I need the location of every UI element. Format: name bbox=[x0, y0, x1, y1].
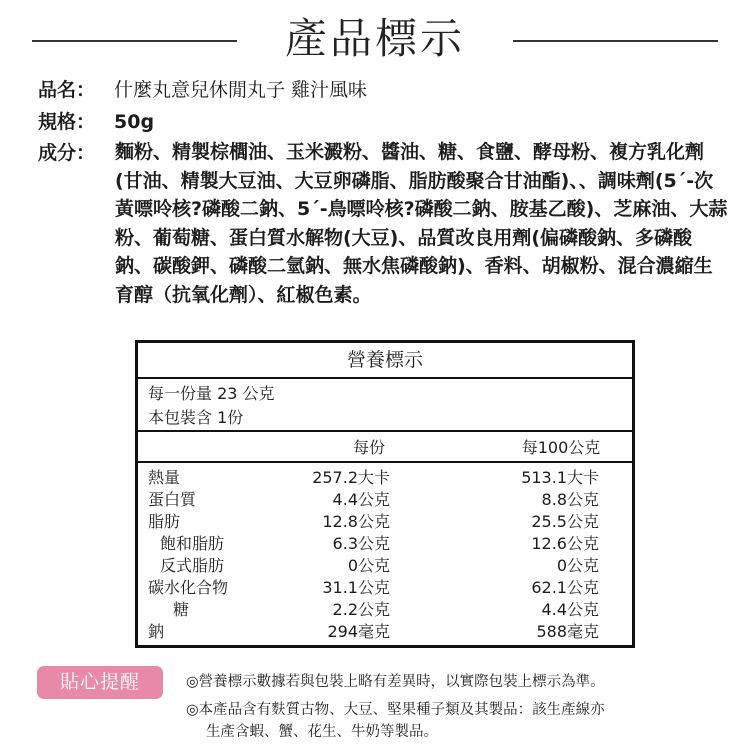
nutrient-per-100g: 513.1大卡 bbox=[521, 468, 599, 487]
nutrition-divider bbox=[138, 461, 632, 463]
col-header-per-100g: 每100公克 bbox=[521, 438, 601, 457]
tip-line: ◎營養標示數據若與包裝上略有差異時，以實際包裝上標示為準。 bbox=[186, 674, 605, 690]
product-name-label: 品名： bbox=[38, 79, 96, 101]
nutrient-name: 反式脂肪 bbox=[160, 556, 225, 575]
nutrient-name: 碳水化合物 bbox=[148, 578, 229, 597]
tips-badge: 貼心提醒 bbox=[37, 666, 163, 699]
tip-line: ◎本產品含有麩質古物、大豆、堅果種子類及其製品：該生產線亦 bbox=[186, 702, 605, 718]
serving-size: 每一份量 23 公克 bbox=[148, 384, 275, 403]
product-name-value: 什麼丸意兒休閒丸子 雞汁風味 bbox=[114, 79, 368, 101]
nutrient-per-serving: 12.8公克 bbox=[322, 512, 390, 531]
nutrient-per-serving: 0公克 bbox=[347, 556, 390, 575]
nutrient-per-serving: 4.4公克 bbox=[332, 490, 390, 509]
nutrition-divider bbox=[138, 377, 632, 379]
ingredients-text: 麵粉、精製棕櫚油、玉米澱粉、醬油、糖、食鹽、酵母粉、複方乳化劑(甘油、精製大豆油、大豆卵磷脂、脂肪酸聚合甘油酯)、、調味劑(5´-次黃嘌呤核?磷酸二鈉、5´-鳥嘌呤核?磷酸二鈉、胺基乙酸)、芝麻油、大蒜粉、葡萄糖、蛋白質水解物(大豆)、品質改良用劑(偏磷酸鈉、多磷酸鈉、碳酸鉀、磷酸二氫鈉、無水焦磷酸鈉)、香料、胡椒粉、混合濃縮生育醇（抗氧化劑）、紅椒色素。 bbox=[115, 141, 728, 306]
spec-label: 規格： bbox=[38, 111, 96, 133]
nutrient-per-100g: 8.8公克 bbox=[541, 490, 599, 509]
nutrient-per-100g: 12.6公克 bbox=[531, 534, 599, 553]
nutrient-per-serving: 6.3公克 bbox=[332, 534, 390, 553]
spec-value: 50g bbox=[114, 111, 155, 133]
nutrient-per-100g: 4.4公克 bbox=[541, 600, 599, 619]
nutrition-title: 營養標示 bbox=[346, 349, 423, 371]
product-name-row bbox=[38, 75, 367, 106]
nutrient-name: 糖 bbox=[173, 600, 190, 619]
nutrient-per-serving: 31.1公克 bbox=[322, 578, 390, 597]
spec-row bbox=[38, 107, 154, 138]
ingredients-label: 成分： bbox=[38, 142, 96, 164]
nutrient-per-100g: 0公克 bbox=[556, 556, 599, 575]
nutrient-per-100g: 588毫克 bbox=[536, 622, 599, 641]
nutrient-name: 熱量 bbox=[148, 468, 181, 487]
nutrient-per-100g: 25.5公克 bbox=[531, 512, 599, 531]
nutrient-per-serving: 257.2大卡 bbox=[312, 468, 390, 487]
nutrient-per-serving: 294毫克 bbox=[327, 622, 390, 641]
nutrient-name: 鈉 bbox=[148, 622, 165, 641]
nutrition-divider bbox=[138, 430, 632, 432]
nutrient-name: 脂肪 bbox=[148, 512, 181, 531]
nutrient-per-serving: 2.2公克 bbox=[332, 600, 390, 619]
servings-per-pack: 本包裝含 1份 bbox=[148, 408, 244, 427]
nutrient-per-100g: 62.1公克 bbox=[531, 578, 599, 597]
nutrient-name: 飽和脂肪 bbox=[160, 534, 225, 553]
nutrient-name: 蛋白質 bbox=[148, 490, 197, 509]
nutrition-table bbox=[135, 340, 635, 648]
page-title: 產品標示 bbox=[284, 14, 465, 63]
tip-line: 生產含蝦、蟹、花生、牛奶等製品。 bbox=[206, 724, 438, 740]
col-header-per-serving: 每份 bbox=[352, 438, 385, 457]
